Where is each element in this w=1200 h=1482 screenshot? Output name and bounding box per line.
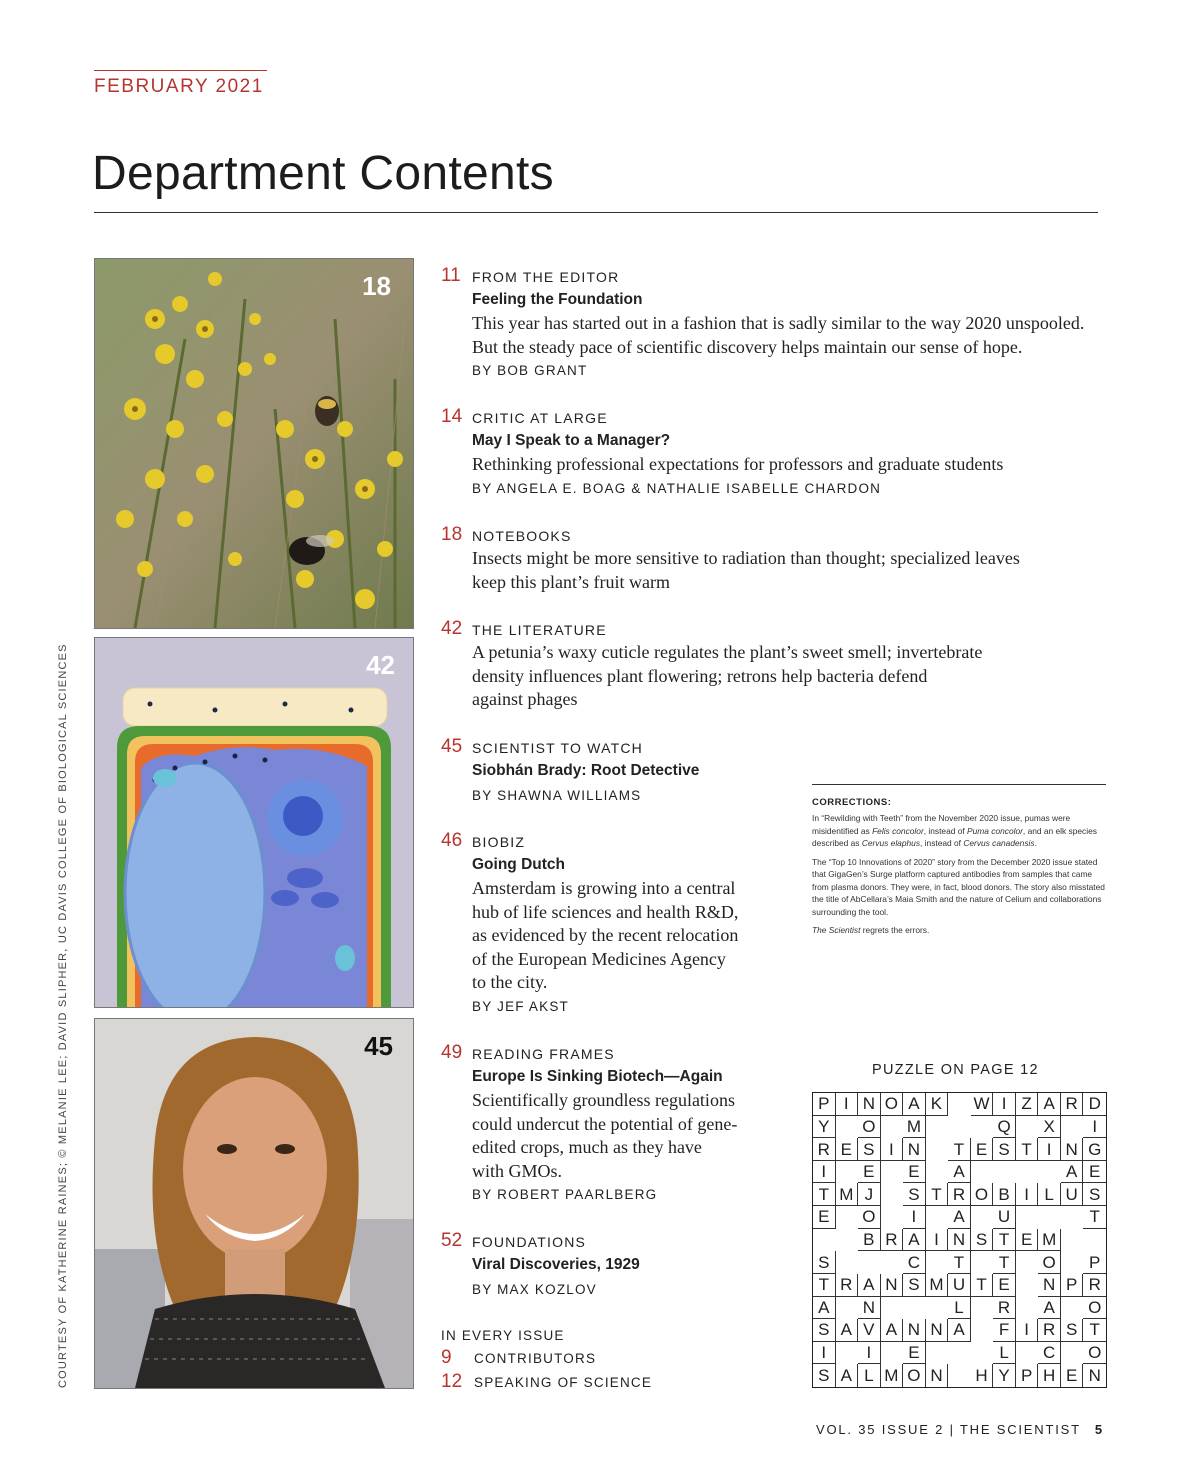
- crossword-blank-cell: [1038, 1161, 1061, 1184]
- crossword-blank-cell: [971, 1251, 994, 1274]
- corrections-paragraph: The Scientist regrets the errors.: [812, 925, 930, 935]
- crossword-cell: P: [1016, 1364, 1039, 1387]
- crossword-blank-cell: [1061, 1116, 1084, 1139]
- crossword-blank-cell: [1016, 1206, 1039, 1229]
- crossword-blank-cell: [948, 1116, 971, 1139]
- title-rule: [94, 212, 1098, 213]
- crossword-cell: O: [858, 1116, 881, 1139]
- crossword-cell: E: [903, 1161, 926, 1184]
- crossword-cell: W: [971, 1093, 994, 1116]
- crossword-cell: T: [926, 1183, 949, 1206]
- entry-byline: BY SHAWNA WILLIAMS: [472, 788, 642, 803]
- crossword-cell: E: [858, 1161, 881, 1184]
- crossword-cell: N: [881, 1274, 904, 1297]
- crossword-cell: V: [858, 1319, 881, 1342]
- crossword-cell: B: [858, 1229, 881, 1252]
- entry-page-number[interactable]: 42: [441, 618, 463, 639]
- crossword-cell: J: [858, 1183, 881, 1206]
- crossword-blank-cell: [1061, 1342, 1084, 1365]
- entry-description: Amsterdam is growing into a central hub of life sciences and health R&D, as evidenced by the recent relocation of the European Medicines Agency to the city.: [472, 878, 739, 992]
- crossword-cell: C: [903, 1251, 926, 1274]
- crossword-cell: L: [1038, 1183, 1061, 1206]
- crossword-cell: R: [1038, 1319, 1061, 1342]
- crossword-blank-cell: [1016, 1161, 1039, 1184]
- crossword-cell: A: [1038, 1093, 1061, 1116]
- crossword-cell: I: [858, 1342, 881, 1365]
- entry-description: Scientifically groundless regulations could undercut the potential of gene- edited crops, much as they have with GMOs.: [472, 1090, 738, 1181]
- issue-date: FEBRUARY 2021: [94, 76, 264, 97]
- crossword-cell: A: [948, 1319, 971, 1342]
- crossword-cell: N: [903, 1319, 926, 1342]
- crossword-blank-cell: [1083, 1229, 1106, 1252]
- crossword-cell: I: [903, 1206, 926, 1229]
- crossword-blank-cell: [881, 1116, 904, 1139]
- cell-illustration: [94, 637, 414, 1008]
- crossword-cell: R: [836, 1274, 859, 1297]
- photo-page-number: 42: [366, 650, 395, 680]
- crossword-cell: L: [858, 1364, 881, 1387]
- flower-photo: [94, 258, 414, 629]
- crossword-cell: S: [993, 1138, 1016, 1161]
- crossword-cell: P: [1061, 1274, 1084, 1297]
- crossword-cell: O: [971, 1183, 994, 1206]
- crossword-cell: S: [858, 1138, 881, 1161]
- crossword-cell: H: [1038, 1364, 1061, 1387]
- entry-department: FROM THE EDITOR: [472, 269, 620, 285]
- crossword-cell: H: [971, 1364, 994, 1387]
- crossword-cell: I: [926, 1229, 949, 1252]
- photo-page-number: 18: [362, 271, 391, 301]
- corrections-heading: CORRECTIONS:: [812, 797, 892, 808]
- crossword-blank-cell: [926, 1251, 949, 1274]
- crossword-cell: D: [1083, 1093, 1106, 1116]
- entry-page-number[interactable]: 14: [441, 406, 463, 427]
- crossword-cell: R: [1083, 1274, 1106, 1297]
- crossword-cell: T: [1083, 1319, 1106, 1342]
- crossword-cell: A: [903, 1229, 926, 1252]
- crossword-cell: T: [1016, 1138, 1039, 1161]
- crossword-blank-cell: [971, 1206, 994, 1229]
- entry-department: NOTEBOOKS: [472, 528, 572, 544]
- crossword-cell: A: [813, 1297, 836, 1320]
- crossword-cell: I: [813, 1161, 836, 1184]
- crossword-blank-cell: [881, 1342, 904, 1365]
- crossword-cell: T: [993, 1229, 1016, 1252]
- crossword-cell: I: [813, 1342, 836, 1365]
- crossword-cell: N: [948, 1229, 971, 1252]
- crossword-cell: E: [1083, 1161, 1106, 1184]
- crossword-cell: C: [1038, 1342, 1061, 1365]
- crossword-blank-cell: [1016, 1251, 1039, 1274]
- crossword-cell: O: [881, 1093, 904, 1116]
- crossword-blank-cell: [926, 1342, 949, 1365]
- crossword-cell: O: [1083, 1342, 1106, 1365]
- entry-title[interactable]: May I Speak to a Manager?: [472, 432, 671, 449]
- crossword-blank-cell: [971, 1297, 994, 1320]
- crossword-blank-cell: [903, 1297, 926, 1320]
- crossword-cell: L: [993, 1342, 1016, 1365]
- page-footer: [816, 1422, 1104, 1437]
- corrections-box: [812, 784, 1106, 943]
- crossword-blank-cell: [971, 1319, 994, 1342]
- crossword-blank-cell: [948, 1364, 971, 1387]
- corrections-rule: [812, 784, 1106, 785]
- entry-page-number[interactable]: 46: [441, 830, 463, 851]
- photo-page-number: 45: [364, 1031, 393, 1061]
- crossword-blank-cell: [1061, 1229, 1084, 1252]
- entry-title[interactable]: Europe Is Sinking Biotech—Again: [472, 1068, 723, 1085]
- crossword-blank-cell: [836, 1206, 859, 1229]
- entry-department: CRITIC AT LARGE: [472, 410, 608, 426]
- portrait-photo: [94, 1018, 414, 1389]
- photo-credit: COURTESY OF KATHERINE RAINES; © MELANIE LEE; DAVID SLIPHER, UC DAVIS COLLEGE OF BIOLOGICAL SCIENCES: [57, 643, 69, 1388]
- entry-byline: BY MAX KOZLOV: [472, 1282, 597, 1297]
- crossword-cell: R: [993, 1297, 1016, 1320]
- crossword-cell: A: [836, 1319, 859, 1342]
- entry-description: A petunia’s waxy cuticle regulates the plant’s sweet smell; invertebrate density influences plant flowering; retrons help bacteria defend against phages: [472, 642, 983, 709]
- crossword-cell: G: [1083, 1138, 1106, 1161]
- crossword-blank-cell: [926, 1206, 949, 1229]
- crossword-cell: I: [1083, 1116, 1106, 1139]
- item-label: SPEAKING OF SCIENCE: [474, 1375, 653, 1390]
- crossword-cell: A: [903, 1093, 926, 1116]
- crossword-blank-cell: [881, 1183, 904, 1206]
- entry-title[interactable]: Feeling the Foundation: [472, 291, 643, 308]
- entry-title[interactable]: Siobhán Brady: Root Detective: [472, 762, 700, 779]
- crossword-cell: Y: [993, 1364, 1016, 1387]
- crossword-blank-cell: [836, 1229, 859, 1252]
- crossword-cell: E: [836, 1138, 859, 1161]
- item-page-number: 12: [441, 1371, 463, 1392]
- crossword-cell: K: [926, 1093, 949, 1116]
- crossword-cell: O: [903, 1364, 926, 1387]
- crossword-cell: N: [858, 1093, 881, 1116]
- crossword-cell: P: [813, 1093, 836, 1116]
- crossword-cell: N: [1088, 1366, 1101, 1386]
- crossword-cell: R: [1061, 1093, 1084, 1116]
- crossword-cell: E: [903, 1342, 926, 1365]
- page-number: 5: [1094, 1422, 1104, 1437]
- crossword-cell: R: [948, 1183, 971, 1206]
- crossword-cell: N: [1038, 1274, 1061, 1297]
- crossword-cell: I: [836, 1093, 859, 1116]
- footer-text: VOL. 35 ISSUE 2 | THE SCIENTIST: [816, 1422, 1081, 1437]
- crossword-blank-cell: [971, 1116, 994, 1139]
- crossword-cell: U: [948, 1274, 971, 1297]
- crossword-blank-cell: [858, 1251, 881, 1274]
- entry-page-number[interactable]: 45: [441, 736, 463, 757]
- crossword-cell: I: [881, 1138, 904, 1161]
- crossword-cell: O: [1038, 1251, 1061, 1274]
- crossword-cell: M: [903, 1116, 926, 1139]
- crossword-blank-cell: [1061, 1297, 1084, 1320]
- crossword-cell: E: [1016, 1229, 1039, 1252]
- crossword-cell: I: [1038, 1138, 1061, 1161]
- crossword-blank-cell: [881, 1297, 904, 1320]
- puzzle-heading: PUZZLE ON PAGE 12: [872, 1062, 1039, 1078]
- entry-department: BIOBIZ: [472, 834, 526, 850]
- crossword-cell: A: [858, 1274, 881, 1297]
- entry-description: Rethinking professional expectations for professors and graduate students: [472, 454, 1004, 474]
- crossword-cell: N: [926, 1364, 949, 1387]
- crossword-cell: Z: [1016, 1093, 1039, 1116]
- crossword-blank-cell: [948, 1093, 971, 1116]
- every-issue-heading: IN EVERY ISSUE: [441, 1328, 565, 1343]
- crossword-cell: S: [903, 1274, 926, 1297]
- crossword-cell: E: [1061, 1364, 1084, 1387]
- crossword-cell: I: [993, 1093, 1016, 1116]
- entry-byline: BY ROBERT PAARLBERG: [472, 1187, 658, 1202]
- crossword-blank-cell: [1016, 1297, 1039, 1320]
- crossword-cell: X: [1038, 1116, 1061, 1139]
- crossword-cell: N: [903, 1138, 926, 1161]
- crossword-cell: L: [948, 1297, 971, 1320]
- crossword-cell: T: [993, 1251, 1016, 1274]
- crossword-cell: T: [948, 1138, 971, 1161]
- crossword-cell: I: [1016, 1183, 1039, 1206]
- crossword-cell: I: [1016, 1319, 1039, 1342]
- crossword-cell: Q: [993, 1116, 1016, 1139]
- crossword-blank-cell: [836, 1297, 859, 1320]
- plant-cell-image: [95, 638, 413, 1007]
- crossword-cell: T: [948, 1251, 971, 1274]
- crossword-grid: [812, 1092, 1107, 1388]
- crossword-cell: M: [1038, 1229, 1061, 1252]
- entry-department: FOUNDATIONS: [472, 1234, 587, 1250]
- crossword-blank-cell: [881, 1251, 904, 1274]
- crossword-blank-cell: [836, 1116, 859, 1139]
- crossword-cell: M: [836, 1183, 859, 1206]
- crossword-blank-cell: [993, 1161, 1016, 1184]
- entry-description: This year has started out in a fashion that is sadly similar to the way 2020 unspooled. But the steady pace of scientific discovery helps maintain our sense of hope.: [472, 313, 1085, 357]
- entry-byline: BY ANGELA E. BOAG & NATHALIE ISABELLE CHARDON: [472, 481, 882, 496]
- crossword-cell: R: [813, 1138, 836, 1161]
- crossword-cell: S: [903, 1183, 926, 1206]
- crossword-blank-cell: [948, 1342, 971, 1365]
- crossword-cell: S: [1061, 1319, 1084, 1342]
- item-label: CONTRIBUTORS: [474, 1351, 597, 1366]
- crossword-cell: T: [813, 1274, 836, 1297]
- crossword-cell: S: [813, 1364, 836, 1387]
- entry-page-number[interactable]: 18: [441, 524, 463, 545]
- entry-byline: BY JEF AKST: [472, 999, 569, 1014]
- goldenrod-bee-image: [95, 259, 413, 628]
- crossword-blank-cell: [926, 1116, 949, 1139]
- crossword-cell: U: [1061, 1183, 1084, 1206]
- entry-title[interactable]: Viral Discoveries, 1929: [472, 1256, 640, 1273]
- entry-page-number[interactable]: 49: [441, 1042, 463, 1063]
- crossword-cell: S: [813, 1319, 836, 1342]
- crossword-blank-cell: [1038, 1206, 1061, 1229]
- scientist-portrait-image: [95, 1019, 413, 1388]
- crossword-cell: A: [881, 1319, 904, 1342]
- entry-department: SCIENTIST TO WATCH: [472, 740, 643, 756]
- crossword-cell: A: [836, 1364, 859, 1387]
- corrections-paragraph: The “Top 10 Innovations of 2020” story from the December 2020 issue stated that GigaGen’s Surge platform captured antibodies from samples that came from plasma donors. They were, in fact, blood donors. The story also misstated the title of AbCellara’s Maia Smith and the nature of Celium and collaborations surrounding the tool.: [812, 856, 1105, 917]
- crossword-cell: Y: [813, 1116, 836, 1139]
- crossword-cell: A: [948, 1161, 971, 1184]
- crossword-blank-cell: [1016, 1116, 1039, 1139]
- header-rule: [94, 70, 267, 71]
- crossword-cell: S: [813, 1251, 836, 1274]
- crossword-blank-cell: [926, 1161, 949, 1184]
- crossword-cell: U: [993, 1206, 1016, 1229]
- crossword-cell: T: [813, 1183, 836, 1206]
- crossword-cell: E: [993, 1274, 1016, 1297]
- crossword-cell: S: [971, 1229, 994, 1252]
- crossword-cell: E: [971, 1138, 994, 1161]
- crossword-cell: P: [1083, 1251, 1106, 1274]
- crossword-cell: T: [1083, 1206, 1106, 1229]
- crossword-cell: N: [1061, 1138, 1084, 1161]
- crossword-blank-cell: [1016, 1274, 1039, 1297]
- entry-page-number[interactable]: 11: [441, 265, 461, 286]
- crossword-blank-cell: [881, 1161, 904, 1184]
- crossword-blank-cell: [836, 1161, 859, 1184]
- entry-page-number[interactable]: 52: [441, 1230, 463, 1251]
- crossword-blank-cell: [1016, 1342, 1039, 1365]
- crossword-cell: N: [858, 1297, 881, 1320]
- crossword-blank-cell: [1061, 1206, 1084, 1229]
- crossword-cell: E: [813, 1206, 836, 1229]
- crossword-blank-cell: [836, 1342, 859, 1365]
- crossword-blank-cell: [971, 1342, 994, 1365]
- crossword-blank-cell: [813, 1229, 836, 1252]
- crossword-blank-cell: [836, 1251, 859, 1274]
- crossword-cell: M: [881, 1364, 904, 1387]
- crossword-cell: O: [858, 1206, 881, 1229]
- crossword-blank-cell: [926, 1297, 949, 1320]
- crossword-blank-cell: [881, 1206, 904, 1229]
- crossword-cell: M: [926, 1274, 949, 1297]
- crossword-cell: F: [993, 1319, 1016, 1342]
- crossword-cell: A: [948, 1206, 971, 1229]
- page-title: Department Contents: [92, 147, 554, 200]
- crossword-blank-cell: [1061, 1251, 1084, 1274]
- crossword-cell: O: [1083, 1297, 1106, 1320]
- entry-byline: BY BOB GRANT: [472, 363, 588, 378]
- corrections-paragraph: In “Rewilding with Teeth” from the November 2020 issue, pumas were misidentified as Felis concolor, instead of Puma concolor, and an elk species described as Cervus elaphus, instead of Cervus canadensis.: [812, 813, 1097, 848]
- crossword-blank-cell: [926, 1138, 949, 1161]
- crossword-cell: B: [993, 1183, 1016, 1206]
- entry-department: THE LITERATURE: [472, 622, 607, 638]
- crossword-cell: N: [926, 1319, 949, 1342]
- crossword-cell: T: [971, 1274, 994, 1297]
- crossword-cell: A: [1061, 1161, 1084, 1184]
- item-page-number: 9: [441, 1347, 452, 1368]
- entry-department: READING FRAMES: [472, 1046, 615, 1062]
- crossword-cell: A: [1038, 1297, 1061, 1320]
- entry-title[interactable]: Going Dutch: [472, 856, 565, 873]
- crossword-cell: R: [881, 1229, 904, 1252]
- entry-description: Insects might be more sensitive to radiation than thought; specialized leaves keep this plant’s fruit warm: [472, 548, 1020, 592]
- crossword-cell: S: [1083, 1183, 1106, 1206]
- crossword-blank-cell: [971, 1161, 994, 1184]
